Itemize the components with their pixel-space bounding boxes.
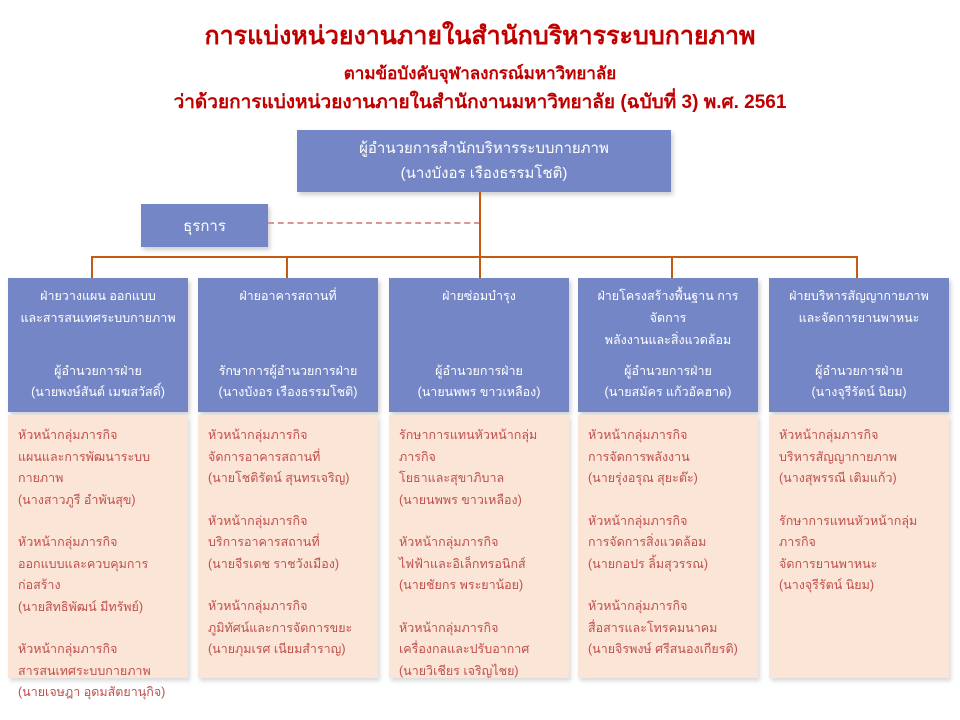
group-role: หัวหน้ากลุ่มภารกิจ [208, 599, 308, 613]
mission-group [208, 511, 372, 576]
group-role: หัวหน้ากลุ่มภารกิจ [588, 428, 688, 442]
division-column-5 [769, 278, 949, 678]
page-title: การแบ่งหน่วยงานภายในสำนักบริหารระบบกายภาพ [204, 22, 756, 50]
division-head-role: รักษาการผู้อำนวยการฝ่าย [218, 363, 358, 378]
group-name: (นายเจษฎา อุดมสัตยานุกิจ) [18, 685, 166, 699]
division-title: ฝ่ายอาคารสถานที่ [239, 289, 337, 303]
group-name: (นายกอปร ลิ้มสุวรรณ) [588, 556, 708, 571]
division-title: และสารสนเทศระบบกายภาพ [20, 310, 176, 325]
connector-drop-2 [286, 256, 288, 278]
group-unit: การจัดการพลังงาน [588, 449, 690, 464]
group-name: (นายจีรเดช ราชวังเมือง) [208, 556, 340, 571]
group-role: รักษาการแทนหัวหน้ากลุ่มภารกิจ [779, 513, 918, 549]
group-name: (นายนพพร ขาวเหลือง) [399, 492, 522, 507]
connector-director-drop [479, 192, 481, 258]
mission-group [779, 425, 943, 490]
admin-unit-label: ธุรการ [183, 217, 226, 235]
mission-group [399, 532, 563, 597]
division-column-4 [578, 278, 758, 678]
mission-group [208, 596, 372, 661]
mission-group [208, 425, 372, 490]
division-column-3 [389, 278, 569, 678]
division-title: ฝ่ายบริหารสัญญากายภาพ [789, 289, 929, 303]
division-head-name: (นางบังอร เรืองธรรมโชติ) [218, 384, 358, 399]
group-role: หัวหน้ากลุ่มภารกิจ [18, 428, 118, 442]
division-body-2[interactable] [198, 415, 378, 678]
page-subtitle-2: ว่าด้วยการแบ่งหน่วยงานภายในสำนักงานมหาวิทยาลัย (ฉบับที่ 3) พ.ศ. 2561 [173, 92, 787, 113]
mission-group [588, 511, 752, 576]
group-unit: โยธาและสุขาภิบาล [399, 471, 505, 485]
admin-unit-box[interactable] [141, 204, 268, 247]
mission-group [18, 639, 182, 704]
director-box[interactable] [297, 130, 671, 192]
group-unit: ไฟฟ้าและอิเล็กทรอนิกส์ [399, 556, 526, 571]
group-unit: บริการอาคารสถานที่ [208, 535, 320, 549]
group-name: (นายสิทธิพัฒน์ มีทรัพย์) [18, 599, 144, 614]
group-unit: การจัดการสิ่งแวดล้อม [588, 535, 707, 549]
mission-group [588, 596, 752, 661]
group-unit: ภูมิทัศน์และการจัดการขยะ [208, 620, 353, 635]
division-head-role: ผู้อำนวยการฝ่าย [815, 363, 903, 378]
group-role: หัวหน้ากลุ่มภารกิจ [208, 428, 308, 442]
group-unit: จัดการอาคารสถานที่ [208, 449, 321, 464]
division-title: ฝ่ายโครงสร้างพื้นฐาน การจัดการ [597, 289, 739, 325]
mission-group [18, 532, 182, 618]
group-role: หัวหน้ากลุ่มภารกิจ [399, 535, 499, 549]
division-title: พลังงานและสิ่งแวดล้อม [604, 332, 732, 347]
group-unit: ออกแบบและควบคุมการก่อสร้าง [18, 556, 149, 592]
director-name: (นางบังอร เรืองธรรมโชติ) [400, 165, 568, 182]
group-role: หัวหน้ากลุ่มภารกิจ [208, 513, 308, 528]
mission-group [779, 511, 943, 597]
group-role: หัวหน้ากลุ่มภารกิจ [18, 642, 118, 656]
group-role: หัวหน้ากลุ่มภารกิจ [588, 513, 688, 528]
connector-drop-5 [856, 256, 858, 278]
group-name: (นายจิรพงษ์ ศรีสนองเกียรติ) [588, 642, 738, 656]
director-title: ผู้อำนวยการสำนักบริหารระบบกายภาพ [359, 139, 609, 157]
group-unit: เครื่องกลและปรับอากาศ [399, 642, 530, 656]
division-head-name: (นางจุรีรัตน์ นิยม) [811, 384, 907, 399]
division-header-5[interactable] [769, 278, 949, 412]
division-head-name: (นายนพพร ขาวเหลือง) [417, 384, 541, 399]
group-unit: สื่อสารและโทรคมนาคม [588, 620, 718, 635]
division-header-3[interactable] [389, 278, 569, 412]
division-head-role: ผู้อำนวยการฝ่าย [54, 363, 142, 378]
division-header-4[interactable] [578, 278, 758, 412]
division-body-5[interactable] [769, 415, 949, 678]
group-name: (นายภุมเรศ เนียมสำราญ) [208, 642, 346, 656]
mission-group [399, 618, 563, 683]
division-title: ฝ่ายซ่อมบำรุง [442, 289, 516, 303]
division-title: และจัดการยานพาหนะ [798, 310, 920, 325]
page-subtitle-1: ตามข้อบังคับจุฬาลงกรณ์มหาวิทยาลัย [343, 64, 617, 83]
group-role: รักษาการแทนหัวหน้ากลุ่มภารกิจ [399, 428, 538, 464]
division-header-2[interactable] [198, 278, 378, 412]
connector-drop-1 [91, 256, 93, 278]
group-unit: จัดการยานพาหนะ [779, 556, 878, 571]
division-header-1[interactable] [8, 278, 188, 412]
group-role: หัวหน้ากลุ่มภารกิจ [588, 599, 688, 613]
connector-drop-3 [479, 256, 481, 278]
group-name: (นายโชติรัตน์ สุนทรเจริญ) [208, 471, 350, 485]
division-column-1 [8, 278, 188, 699]
group-role: หัวหน้ากลุ่มภารกิจ [399, 620, 499, 635]
group-role: หัวหน้ากลุ่มภารกิจ [779, 428, 879, 442]
division-title: ฝ่ายวางแผน ออกแบบ [40, 289, 156, 303]
mission-group [588, 425, 752, 490]
group-role: หัวหน้ากลุ่มภารกิจ [18, 535, 118, 549]
group-name: (นายวิเชียร เจริญไชย) [399, 663, 519, 678]
group-name: (นายชัยกร พระยาน้อย) [399, 578, 524, 592]
division-head-role: ผู้อำนวยการฝ่าย [624, 363, 712, 378]
group-name: (นางสาวภูรี อำพันสุข) [18, 492, 136, 507]
division-body-3[interactable] [389, 415, 569, 678]
connector-dashed-admin [268, 222, 480, 224]
division-column-2 [198, 278, 378, 678]
division-body-4[interactable] [578, 415, 758, 678]
division-head-role: ผู้อำนวยการฝ่าย [435, 363, 523, 378]
division-body-1[interactable] [8, 415, 188, 699]
group-unit: บริหารสัญญากายภาพ [779, 449, 897, 464]
connector-drop-4 [671, 256, 673, 278]
group-name: (นายรุ่งอรุณ สุยะต๊ะ) [588, 471, 698, 485]
connector-horizontal [91, 256, 858, 258]
group-name: (นางจุรีรัตน์ นิยม) [779, 578, 874, 592]
division-head-name: (นายสมัคร แก้วอัคฮาด) [604, 384, 732, 399]
group-unit: แผนและการพัฒนาระบบกายภาพ [18, 449, 151, 485]
division-head-name: (นายพงษ์สันต์ เมฆสวัสดิ์) [31, 384, 165, 399]
group-name: (นางสุพรรณี เติมแก้ว) [779, 471, 897, 485]
mission-group [399, 425, 563, 511]
mission-group [18, 425, 182, 511]
group-unit: สารสนเทศระบบกายภาพ [18, 663, 151, 678]
